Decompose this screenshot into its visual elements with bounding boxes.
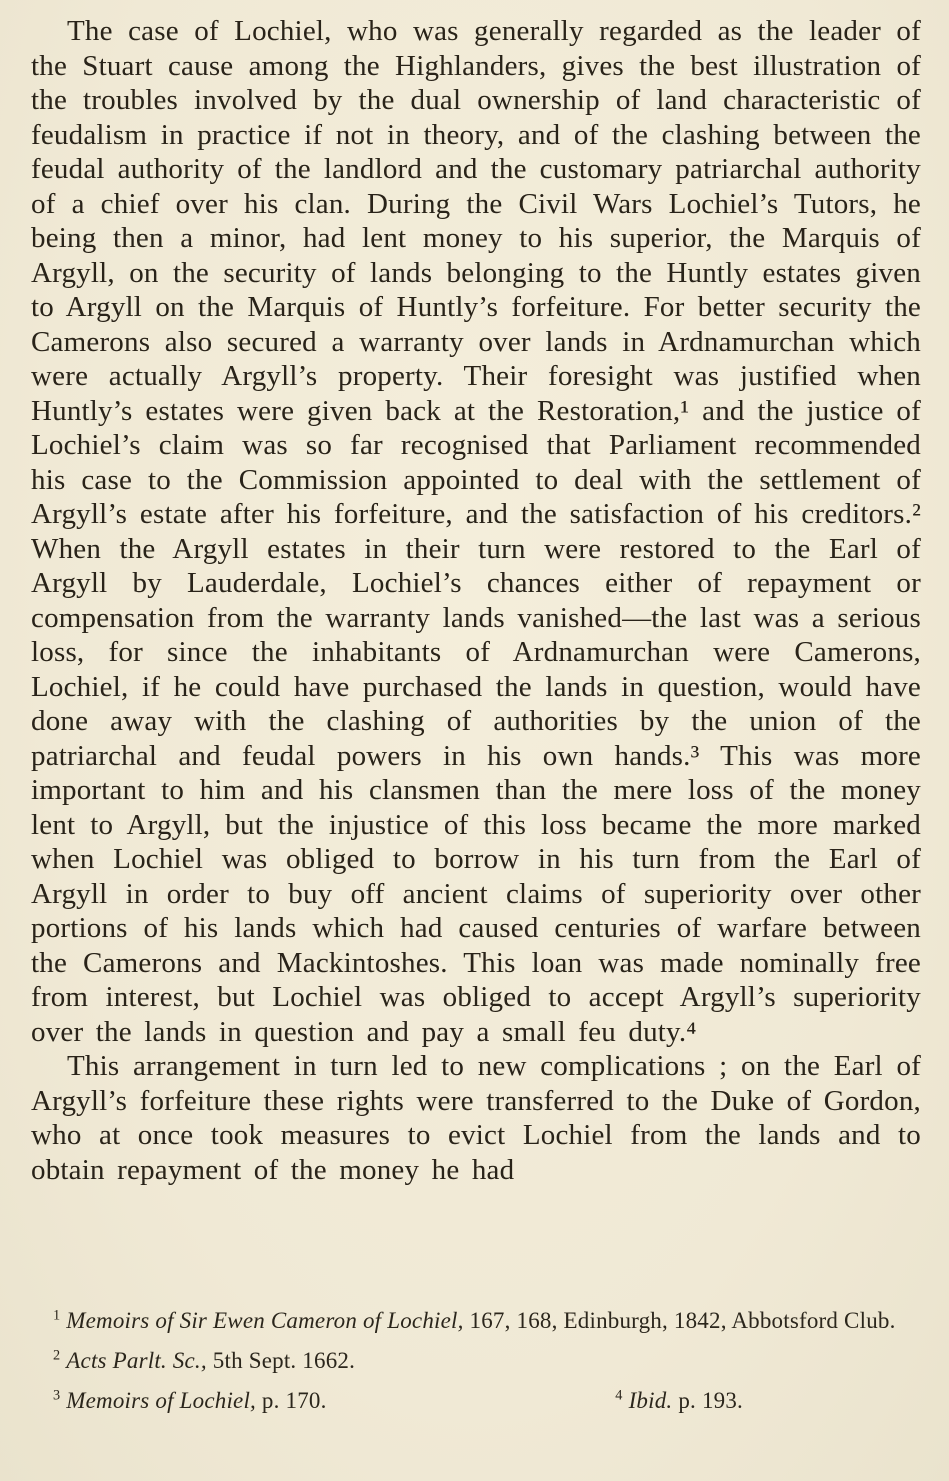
footnote-2	[31, 1342, 921, 1379]
footnote-4-text: p. 193.	[672, 1388, 743, 1413]
footnote-1	[31, 1302, 921, 1339]
footnote-3-text: p. 170.	[255, 1388, 327, 1413]
paragraph-2: This arrangement in turn led to new complications ; on the Earl of Argyll’s forfeiture these rights were transferred to the Duke of Gordon, who at once took measures to evict Lochiel from the lands and to obtain repayment of the money he had	[31, 1050, 921, 1186]
footnote-4	[615, 1382, 743, 1419]
footnote-3	[31, 1382, 327, 1419]
footnote-3-title: Memoirs of Lochiel,	[66, 1388, 256, 1413]
footnote-2-text: 5th Sept. 1662.	[206, 1348, 356, 1373]
paragraph-1: The case of Lochiel, who was generally regarded as the leader of the Stuart cause among the Highlanders, gives the best illustration of the troubles involved by the dual ownership of land characteristic of feudalism in practice if not in theory, and of the clashing between the feudal authority of the landlord and the customary patriarchal authority of a chief over his clan. During the Civil Wars Lochiel’s Tutors, he being then a minor, had lent money to his superior, the Marquis of Argyll, on the security of lands belonging to the Huntly estates given to Argyll on the Marquis of Huntly’s forfeiture. For better security the Camerons also secured a warranty over lands in Ardnamurchan which were actually Argyll’s property. Their foresight was justified when Huntly’s estates were given back at the Restoration,¹ and the justice of Lochiel’s claim was so far recognised that Parliament recommended his case to the Commission appointed to deal with the settlement of Argyll’s estate after his forfeiture, and the satisfaction of his creditors.² When the Argyll estates in their turn were restored to the Earl of Argyll by Lauderdale, Lochiel’s chances either of repayment or compensation from the warranty lands vanished—the last was a serious loss, for since the inhabitants of Ardnamurchan were Camerons, Lochiel, if he could have purchased the lands in question, would have done away with the clashing of authorities by the union of the patriarchal and feudal powers in his own hands.³ This was more important to him and his clansmen than the mere loss of the money lent to Argyll, but the injustice of this loss became the more marked when Lochiel was obliged to borrow in his turn from the Earl of Argyll in order to buy off ancient claims of superiority over other portions of his lands which had caused centuries of warfare between the Camerons and Mackintoshes. This loan was made nominally free from interest, but Lochiel was obliged to accept Argyll’s superiority over the lands in question and pay a small feu duty.⁴	[31, 15, 921, 1048]
footnote-1-text: 167, 168, Edinburgh, 1842, Abbotsford Club.	[463, 1308, 896, 1333]
footnote-4-title: Ibid.	[628, 1388, 673, 1413]
footnotes-section	[31, 1302, 921, 1422]
text-block	[31, 14, 921, 1187]
footnote-2-marker: 2	[53, 1347, 61, 1364]
footnote-1-marker: 1	[53, 1307, 61, 1324]
footnote-row	[31, 1382, 921, 1422]
footnote-2-title: Acts Parlt. Sc.,	[66, 1348, 207, 1373]
footnote-1-title: Memoirs of Sir Ewen Cameron of Lochiel,	[66, 1308, 464, 1333]
footnote-3-marker: 3	[53, 1387, 61, 1404]
footnote-4-marker: 4	[615, 1387, 623, 1404]
